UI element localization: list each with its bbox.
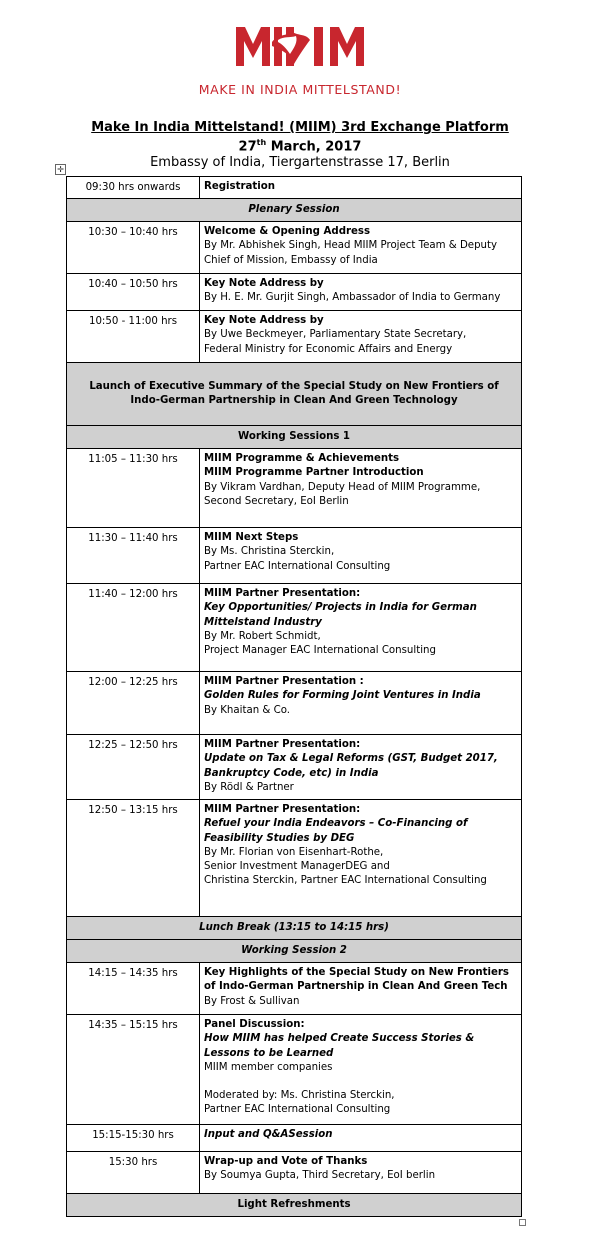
section-header: Lunch Break (13:15 to 14:15 hrs) (67, 917, 522, 940)
session-subtitle: How MIIM has helped Create Success Stories & Lessons to be Learned (204, 1033, 475, 1059)
session-title: Wrap-up and Vote of Thanks (204, 1156, 368, 1168)
time-cell: 11:30 – 11:40 hrs (67, 528, 200, 584)
table-row (67, 274, 522, 311)
time-cell: 14:15 – 14:35 hrs (67, 963, 200, 1015)
section-header: Working Session 2 (67, 940, 522, 963)
session-title: Key Highlights of the Special Study on New Frontiers of Indo-German Partnership in Clean And Green Tech (204, 967, 509, 993)
speaker-line: By Soumya Gupta, Third Secretary, EoI berlin (204, 1170, 436, 1182)
table-row (67, 672, 522, 735)
session-cell (200, 222, 522, 274)
table-row (67, 222, 522, 274)
miim-logo (234, 24, 368, 68)
session-title: Panel Discussion: (204, 1019, 305, 1031)
time-cell: 10:40 – 10:50 hrs (67, 274, 200, 311)
table-row (67, 363, 522, 426)
speaker-line: By Frost & Sullivan (204, 995, 300, 1007)
time-cell: 09:30 hrs onwards (67, 177, 200, 199)
session-cell (200, 800, 522, 917)
session-cell (200, 672, 522, 735)
table-row (67, 1015, 522, 1125)
session-cell (200, 311, 522, 363)
speaker-line: By Mr. Robert Schmidt, (204, 630, 321, 642)
time-cell: 11:40 – 12:00 hrs (67, 584, 200, 672)
session-cell (200, 735, 522, 800)
speaker-line: By Mr. Abhishek Singh, Head MIIM Project Team & Deputy (204, 240, 498, 252)
session-title: MIIM Programme Partner Introduction (204, 467, 424, 479)
session-title: MIIM Programme & Achievements (204, 453, 400, 465)
table-row (67, 735, 522, 800)
speaker-line: Moderated by: Ms. Christina Sterckin, (204, 1090, 395, 1102)
table-row (67, 940, 522, 963)
speaker-line: By Rödl & Partner (204, 781, 294, 793)
session-cell (200, 1152, 522, 1194)
speaker-line: MIIM member companies (204, 1061, 333, 1073)
session-subtitle: Update on Tax & Legal Reforms (GST, Budget 2017, Bankruptcy Code, etc) in India (204, 753, 498, 779)
speaker-line: Senior Investment ManagerDEG and (204, 861, 390, 873)
table-row (67, 800, 522, 917)
table-row (67, 199, 522, 222)
session-title: Registration (200, 177, 522, 199)
time-cell: 12:00 – 12:25 hrs (67, 672, 200, 735)
session-cell (200, 1015, 522, 1125)
table-row (67, 1194, 522, 1217)
speaker-line: By H. E. Mr. Gurjit Singh, Ambassador of India to Germany (204, 292, 501, 304)
table-row (67, 1152, 522, 1194)
section-header: Working Sessions 1 (67, 426, 522, 449)
table-row (67, 426, 522, 449)
section-header: Plenary Session (67, 199, 522, 222)
table-row (67, 963, 522, 1015)
table-row (67, 1125, 522, 1152)
speaker-line: Partner EAC International Consulting (204, 1104, 391, 1116)
speaker-line: Federal Ministry for Economic Affairs and Energy (204, 343, 453, 355)
event-date: 27th March, 2017 (238, 138, 362, 155)
session-cell (200, 449, 522, 528)
session-subtitle: Key Opportunities/ Projects in India for German Mittelstand Industry (204, 602, 477, 628)
speaker-line: Chief of Mission, Embassy of India (204, 254, 378, 266)
session-title: MIIM Partner Presentation: (204, 588, 361, 600)
speaker-line: By Khaitan & Co. (204, 704, 290, 716)
session-cell (200, 274, 522, 311)
session-cell (200, 584, 522, 672)
time-cell: 14:35 – 15:15 hrs (67, 1015, 200, 1125)
speaker-line: Project Manager EAC International Consulting (204, 645, 436, 657)
table-row (67, 528, 522, 584)
table-row (67, 311, 522, 363)
tagline: MAKE IN INDIA MITTELSTAND! (198, 82, 402, 97)
session-title: Welcome & Opening Address (204, 226, 371, 238)
session-cell (200, 528, 522, 584)
session-title: Key Note Address by (204, 278, 324, 290)
session-title: MIIM Next Steps (204, 532, 299, 544)
time-cell: 15:15-15:30 hrs (67, 1125, 200, 1152)
section-header: Launch of Executive Summary of the Special Study on New Frontiers of Indo-German Partnership in Clean And Green Technology (67, 363, 522, 426)
session-subtitle: Golden Rules for Forming Joint Ventures in India (204, 690, 481, 702)
table-row (67, 917, 522, 940)
table-row (67, 584, 522, 672)
session-title: MIIM Partner Presentation: (204, 804, 361, 816)
speaker-line: Christina Sterckin, Partner EAC International Consulting (204, 875, 487, 887)
session-title: MIIM Partner Presentation: (204, 739, 361, 751)
table-row (67, 449, 522, 528)
session-cell (200, 963, 522, 1015)
speaker-line: By Uwe Beckmeyer, Parliamentary State Secretary, (204, 329, 467, 341)
time-cell: 11:05 – 11:30 hrs (67, 449, 200, 528)
session-title: Input and Q&ASession (200, 1125, 522, 1152)
speaker-line: By Mr. Florian von Eisenhart-Rothe, (204, 846, 384, 858)
time-cell: 10:50 - 11:00 hrs (67, 311, 200, 363)
time-cell: 15:30 hrs (67, 1152, 200, 1194)
agenda-table (66, 176, 522, 1217)
table-row (67, 177, 522, 199)
table-move-handle-icon[interactable]: ✛ (55, 164, 66, 175)
time-cell: 12:25 – 12:50 hrs (67, 735, 200, 800)
section-header: Light Refreshments (67, 1194, 522, 1217)
session-subtitle: Refuel your India Endeavors – Co-Financing of Feasibility Studies by DEG (204, 818, 468, 844)
speaker-line: By Vikram Vardhan, Deputy Head of MIIM Programme, (204, 481, 481, 493)
document-title (0, 120, 600, 135)
blank-line (204, 1075, 517, 1089)
time-cell: 12:50 – 13:15 hrs (67, 800, 200, 917)
speaker-line: Partner EAC International Consulting (204, 560, 391, 572)
event-venue: Embassy of India, Tiergartenstrasse 17, Berlin (150, 155, 450, 170)
session-title: MIIM Partner Presentation : (204, 676, 364, 688)
speaker-line: By Ms. Christina Sterckin, (204, 546, 335, 558)
document-title-text: Make In India Mittelstand! (MIIM) 3rd Exchange Platform (91, 120, 509, 135)
table-resize-handle-icon[interactable] (519, 1219, 526, 1226)
speaker-line: Second Secretary, EoI Berlin (204, 495, 349, 507)
session-title: Key Note Address by (204, 315, 324, 327)
time-cell: 10:30 – 10:40 hrs (67, 222, 200, 274)
